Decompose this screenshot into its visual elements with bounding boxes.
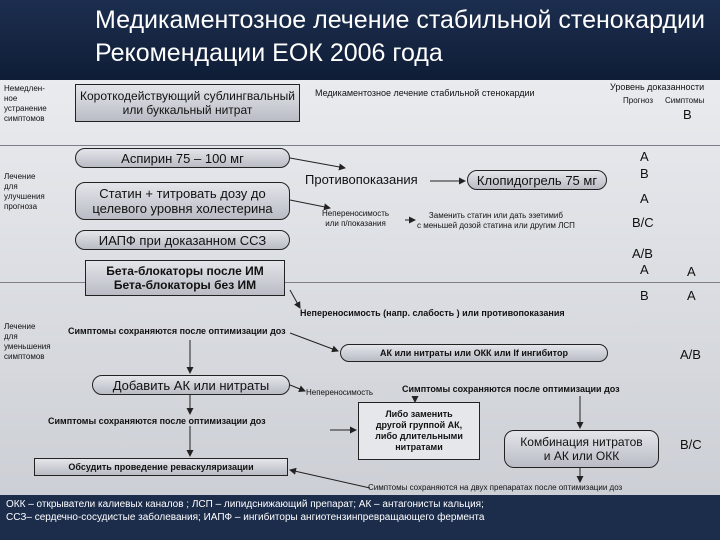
- level-bb-nomi-symptoms: A: [687, 288, 696, 303]
- arrow: [290, 158, 345, 168]
- footnote: [0, 495, 720, 540]
- revascularization-box: Обсудить проведение реваскуляризации: [34, 458, 288, 476]
- add-ak-box: Добавить АК или нитраты: [92, 375, 290, 395]
- ak-nitrate-if-box: АК или нитраты или ОКК или If ингибитор: [340, 344, 608, 362]
- nitrate-box: Короткодействующий сублингвальный или буккальный нитрат: [75, 84, 300, 122]
- clopidogrel-box: Клопидогрель 75 мг: [467, 170, 607, 190]
- level-ak-nitrate-if: A/B: [680, 347, 701, 362]
- arrow: [290, 470, 370, 488]
- prognosis-heading: Прогноз: [623, 96, 654, 105]
- center-heading: Медикаментозное лечение стабильной стенокардии: [315, 88, 535, 98]
- slide-title: Медикаментозное лечение стабильной стенокардии Рекомендации ЕОК 2006 года: [95, 6, 705, 67]
- aspirin-box: Аспирин 75 – 100 мг: [75, 148, 290, 168]
- level-clopidogrel: B: [640, 166, 649, 181]
- evidence-heading: Уровень доказанности: [610, 82, 705, 92]
- footnote-line-1: ОКК – открыватели калиевых каналов ; ЛСП – липидснижающий препарат; АК – антагонисты кальция;: [6, 499, 484, 510]
- level-statin: A: [640, 191, 649, 206]
- acei-box: ИАПФ при доказанном ССЗ: [75, 230, 290, 250]
- intolerance-weakness-label: Непереносимость (напр. слабость ) или противопоказания: [300, 308, 565, 318]
- level-bb-mi-symptoms: A: [687, 264, 696, 279]
- replace-group-box: Либо заменить другой группой АК, либо длительными нитратами: [358, 402, 480, 460]
- level-combination: B/C: [680, 437, 702, 452]
- intolerance-label-2: Непереносимость: [306, 388, 374, 397]
- persist-two-drugs-label: Симптомы сохраняются на двух препаратах после оптимизации доз: [368, 483, 623, 492]
- section-label-immediate: Немедлен- ное устранение симптомов: [4, 84, 47, 123]
- evidence-level: B: [683, 107, 692, 122]
- level-replace-statin: B/C: [632, 215, 654, 230]
- replace-statin-label: Заменить статин или дать эзетимиб с меньшей дозой статина или другим ЛСП: [417, 211, 575, 230]
- combination-box: Комбинация нитратов и АК или ОКК: [504, 430, 659, 468]
- contraindications-label: Противопоказания: [305, 172, 418, 187]
- section-label-prognosis: Лечение для улучшения прогноза: [4, 172, 45, 211]
- symptoms-heading: Симптомы: [665, 96, 705, 105]
- symptoms-persist-label-2: Симптомы сохраняются после оптимизации доз: [402, 384, 620, 394]
- statin-box: Статин + титровать дозу до целевого уровня холестерина: [75, 182, 290, 220]
- arrow: [290, 290, 300, 308]
- symptoms-persist-label-3: Симптомы сохраняются после оптимизации доз: [48, 416, 266, 426]
- arrow: [290, 200, 330, 208]
- level-bb-mi-prognosis: A: [640, 262, 649, 277]
- arrow: [290, 385, 305, 391]
- level-acei: A/B: [632, 246, 653, 261]
- symptoms-persist-label-1: Симптомы сохраняются после оптимизации доз: [68, 326, 286, 336]
- level-bb-nomi-prognosis: B: [640, 288, 649, 303]
- arrow: [290, 333, 338, 351]
- beta-blocker-box: Бета-блокаторы после ИМ Бета-блокаторы без ИМ: [85, 260, 285, 296]
- level-aspirin: A: [640, 149, 649, 164]
- intolerance-label: Непереносимость или п/показания: [322, 209, 390, 228]
- footnote-line-2: ССЗ– сердечно-сосудистые заболевания; ИАПФ – ингибиторы ангиотензинпревращающего фермента: [6, 512, 485, 523]
- section-label-symptoms: Лечение для уменьшения симптомов: [4, 322, 51, 361]
